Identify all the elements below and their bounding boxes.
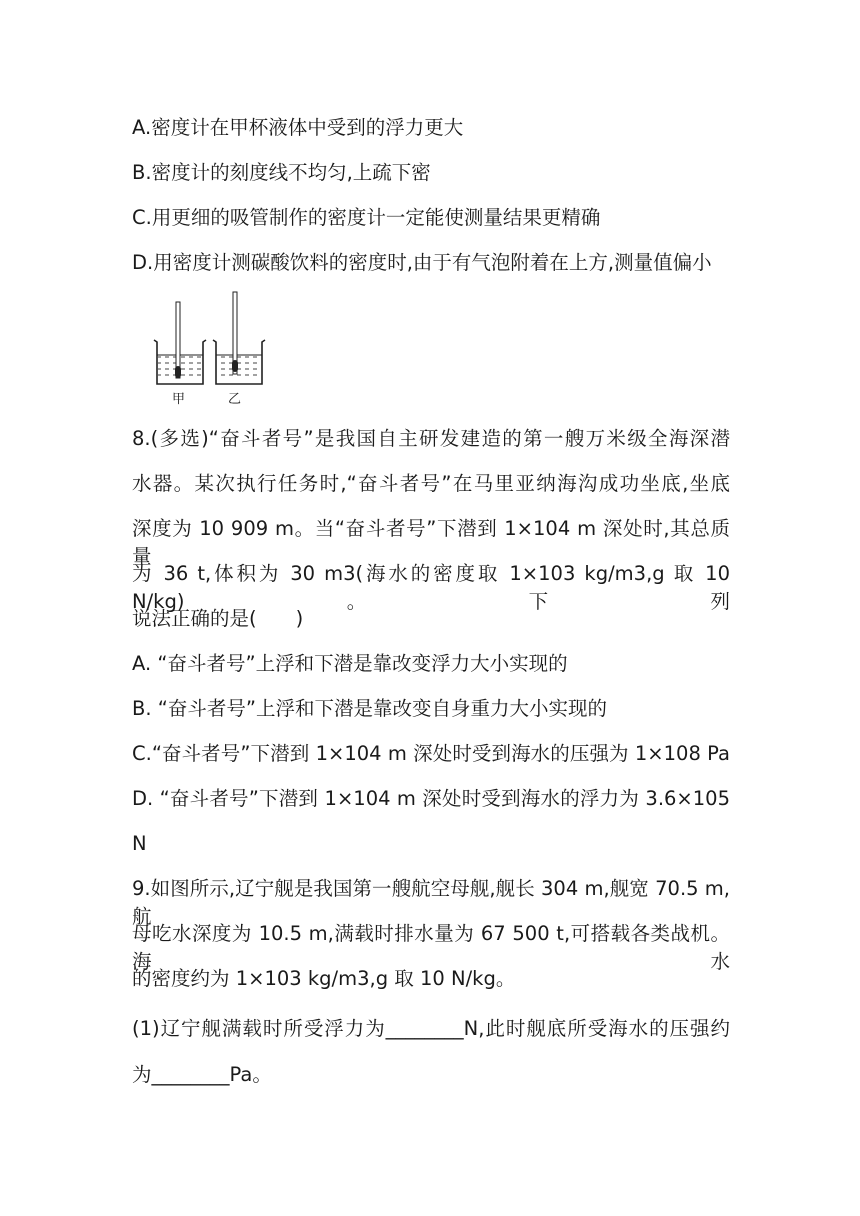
beaker-jia — [154, 302, 206, 384]
beaker-yi — [213, 292, 265, 384]
q7-option-c: C.用更细的吸管制作的密度计一定能使测量结果更精确 — [132, 206, 601, 229]
q8-option-c: C.“奋斗者号”下潜到 1×104 m 深处时受到海水的压强为 1×108 Pa — [132, 742, 730, 765]
figure-label-yi: 乙 — [228, 392, 242, 407]
q8-stem-line-4: 为 36 t,体积为 30 m3(海水的密度取 1×103 kg/m3,g 取 10 N/kg)。下列 — [132, 562, 730, 613]
q8-option-b: B. “奋斗者号”上浮和下潜是靠改变自身重力大小实现的 — [132, 697, 607, 720]
q9-stem-line-3: 的密度约为 1×103 kg/m3,g 取 10 N/kg。 — [132, 967, 516, 990]
q8-option-a: A. “奋斗者号”上浮和下潜是靠改变浮力大小实现的 — [132, 652, 568, 675]
q7-option-d: D.用密度计测碳酸饮料的密度时,由于有气泡附着在上方,测量值偏小 — [132, 251, 712, 274]
q9-stem-line-2: 母吃水深度为 10.5 m,满载时排水量为 67 500 t,可搭载各类战机。海水 — [132, 922, 730, 973]
q9-sub1-line-2: 为________Pa。 — [132, 1063, 272, 1086]
q7-option-b: B.密度计的刻度线不均匀,上疏下密 — [132, 161, 431, 184]
q8-option-d: D. “奋斗者号”下潜到 1×104 m 深处时受到海水的浮力为 3.6×105 — [132, 787, 730, 810]
density-meter-figure — [148, 288, 268, 414]
q8-stem-line-2: 水器。某次执行任务时,“奋斗者号”在马里亚纳海沟成功坐底,坐底 — [132, 472, 730, 495]
q9-sub1-line-1: (1)辽宁舰满载时所受浮力为________N,此时舰底所受海水的压强约 — [132, 1017, 730, 1040]
q8-option-d-cont: N — [132, 832, 147, 855]
q7-option-a: A.密度计在甲杯液体中受到的浮力更大 — [132, 116, 464, 139]
q8-stem-line-3: 深度为 10 909 m。当“奋斗者号”下潜到 1×104 m 深处时,其总质量 — [132, 517, 730, 568]
q9-stem-line-1: 9.如图所示,辽宁舰是我国第一艘航空母舰,舰长 304 m,舰宽 70.5 m,航 — [132, 877, 730, 928]
figure-label-jia: 甲 — [172, 392, 186, 407]
q8-stem-line-5: 说法正确的是( ) — [132, 607, 304, 630]
q8-stem-line-1: 8.(多选)“奋斗者号”是我国自主研发建造的第一艘万米级全海深潜 — [132, 427, 730, 450]
